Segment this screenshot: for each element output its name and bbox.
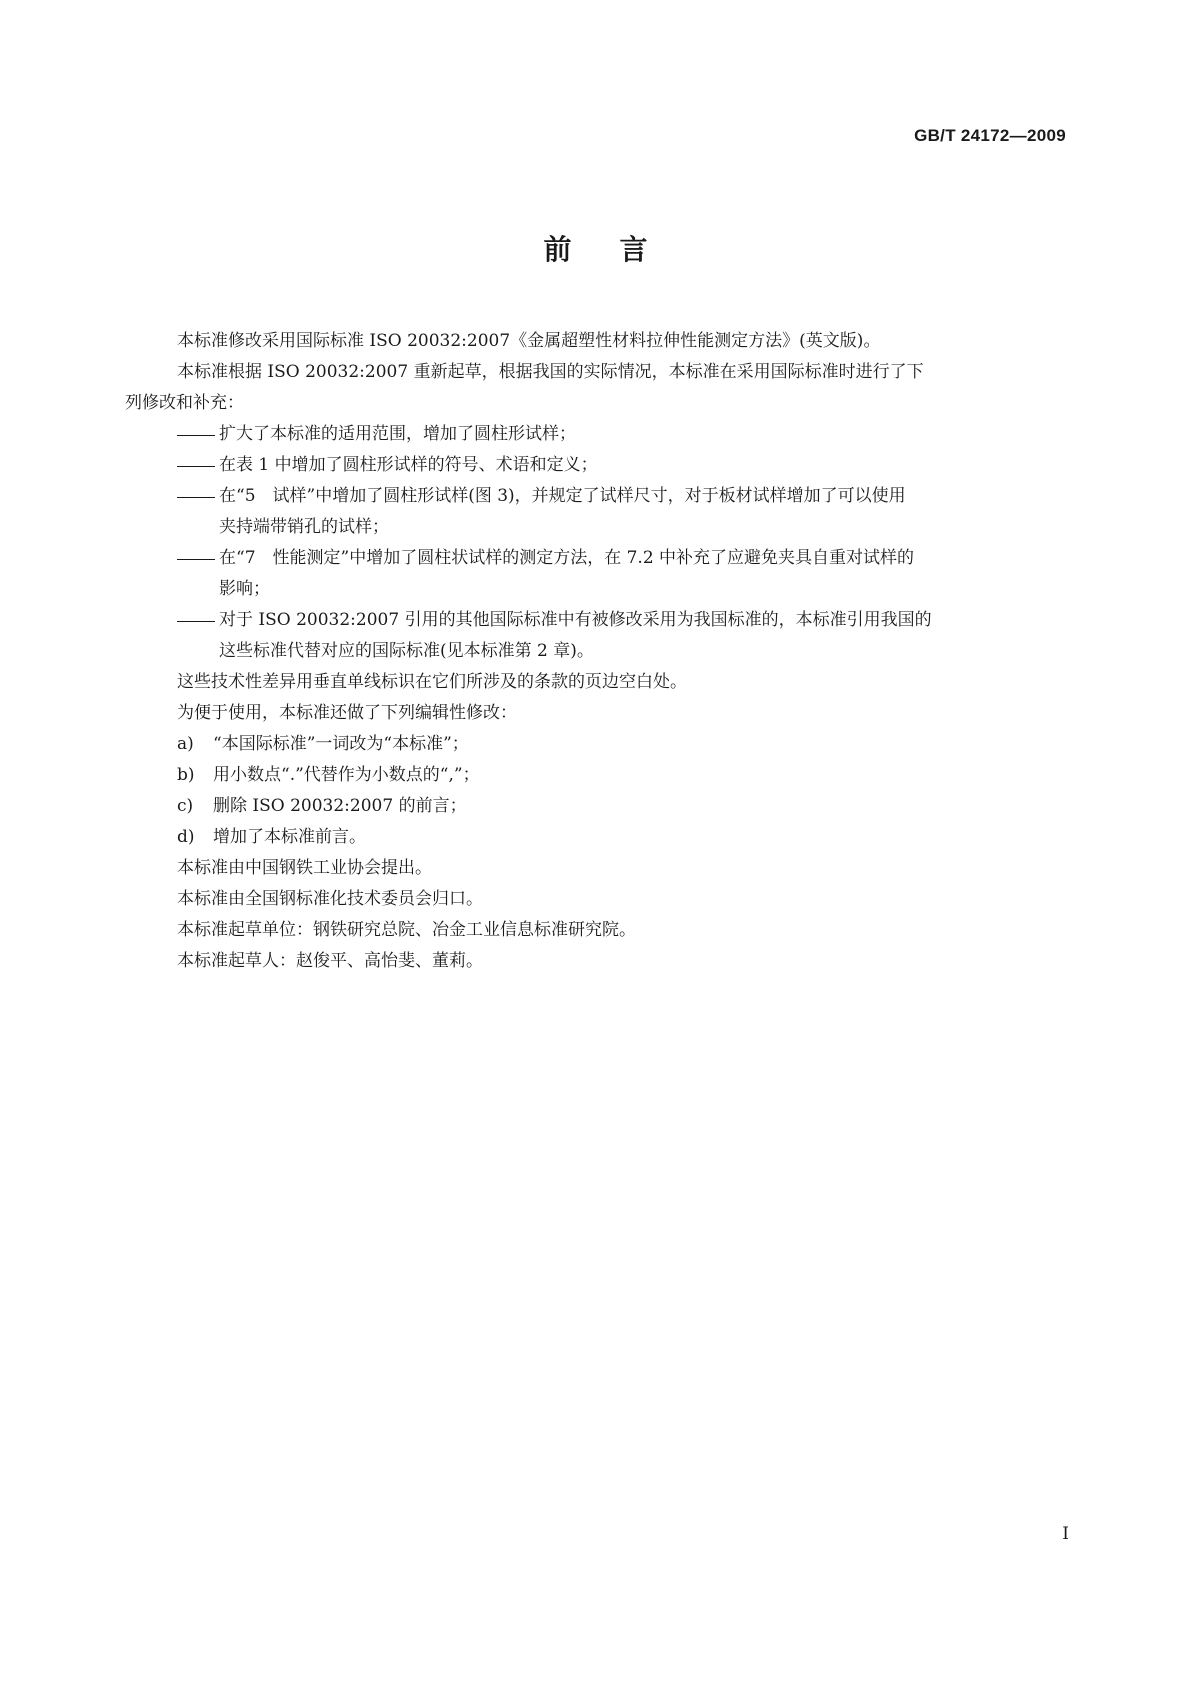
list-item <box>125 605 1066 667</box>
paragraph-redraft-line2: 列修改和补充： <box>125 393 244 413</box>
list-item <box>125 543 1066 605</box>
standard-code: GB/T 24172—2009 <box>914 126 1066 145</box>
document-body <box>125 326 1066 977</box>
list-item-text-continued: 这些标准代替对应的国际标准(见本标准第 2 章)。 <box>219 641 594 661</box>
paragraph-technical-differences: 这些技术性差异用垂直单线标识在它们所涉及的条款的页边空白处。 <box>177 672 687 692</box>
list-item-text: 在表 1 中增加了圆柱形试样的符号、术语和定义； <box>219 455 598 475</box>
paragraph-redraft-line1: 本标准根据 ISO 20032:2007 重新起草，根据我国的实际情况，本标准在采用国际标准时进行了下 <box>177 362 924 382</box>
list-item-text: “本国际标准”一词改为“本标准”； <box>213 734 469 754</box>
list-item <box>125 481 1066 543</box>
list-item-text: 增加了本标准前言。 <box>213 827 366 847</box>
list-item <box>125 450 1066 481</box>
paragraph-adoption: 本标准修改采用国际标准 ISO 20032:2007《金属超塑性材料拉伸性能测定方法》(英文版)。 <box>177 331 881 351</box>
editorial-item-d <box>125 822 1066 853</box>
list-item-text: 对于 ISO 20032:2007 引用的其他国际标准中有被修改采用为我国标准的，本标准引用我国的 <box>219 610 932 630</box>
editorial-item-a <box>125 729 1066 760</box>
page-number: I <box>1062 1524 1069 1544</box>
list-item <box>125 419 1066 450</box>
paragraph-drafting-units: 本标准起草单位：钢铁研究总院、冶金工业信息标准研究院。 <box>177 920 636 940</box>
paragraph-editorial-intro: 为便于使用，本标准还做了下列编辑性修改： <box>177 703 517 723</box>
list-item-text: 在“7 性能测定”中增加了圆柱状试样的测定方法，在 7.2 中补充了应避免夹具自重对试样的 <box>219 548 915 568</box>
paragraph-proposer: 本标准由中国钢铁工业协会提出。 <box>177 858 432 878</box>
list-marker: d) <box>177 827 195 847</box>
paragraph-administrator: 本标准由全国钢标准化技术委员会归口。 <box>177 889 483 909</box>
list-item-text: 扩大了本标准的适用范围，增加了圆柱形试样； <box>219 424 576 444</box>
list-item-text-continued: 影响； <box>219 579 270 599</box>
list-item-text: 删除 ISO 20032:2007 的前言； <box>213 796 467 816</box>
list-marker: c) <box>177 796 194 816</box>
list-item-text: 用小数点“.”代替作为小数点的“,”； <box>213 765 480 785</box>
paragraph-drafters: 本标准起草人：赵俊平、高怡斐、董莉。 <box>177 951 483 971</box>
editorial-item-c <box>125 791 1066 822</box>
editorial-item-b <box>125 760 1066 791</box>
page-title: 前言 <box>543 233 696 266</box>
list-item-text-continued: 夹持端带销孔的试样； <box>219 517 389 537</box>
list-marker: b) <box>177 765 195 785</box>
list-marker: a) <box>177 734 194 754</box>
list-item-text: 在“5 试样”中增加了圆柱形试样(图 3)，并规定了试样尺寸，对于板材试样增加了可以使用 <box>219 486 906 506</box>
